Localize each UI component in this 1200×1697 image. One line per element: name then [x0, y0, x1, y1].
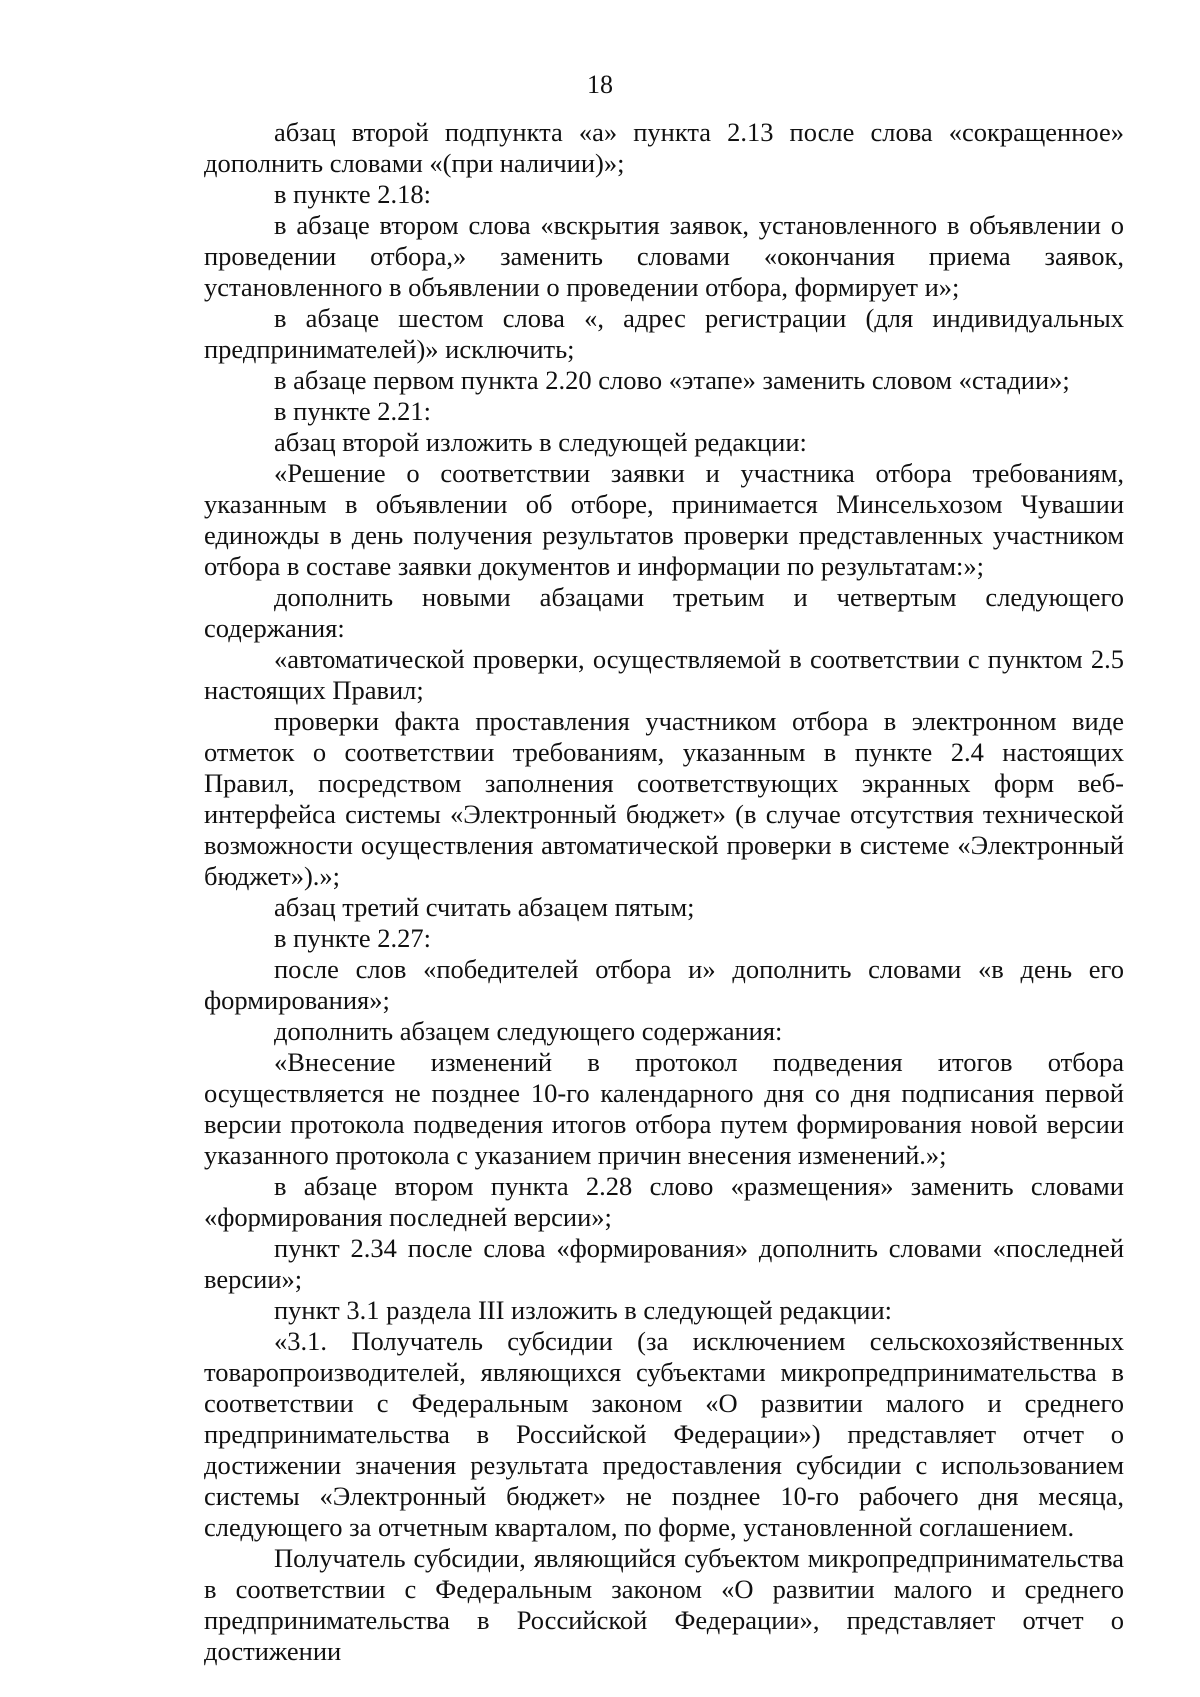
paragraph-20: «3.1. Получатель субсидии (за исключением сельскохозяйственных товаропроизводителей, являющихся субъектами микропредпринимательства в соответствии с Федеральным законом «О развитии малого и среднего предпринимательства в Российской Федерации») представляет отчет о достижении значения результата предоставления субсидии с использованием системы «Электронный бюджет» не позднее 10-го рабочего дня месяца, следующего за отчетным кварталом, по форме, установленной соглашением.: [204, 1326, 1124, 1542]
paragraph-4: в абзаце шестом слова «, адрес регистрации (для индивидуальных предпринимателей)» исключить;: [204, 303, 1124, 364]
paragraph-14: после слов «победителей отбора и» дополнить словами «в день его формирования»;: [204, 954, 1124, 1015]
page-number: 18: [587, 70, 613, 99]
paragraph-18: пункт 2.34 после слова «формирования» дополнить словами «последней версии»;: [204, 1233, 1124, 1294]
paragraph-6: в пункте 2.21:: [274, 396, 431, 426]
paragraph-16: «Внесение изменений в протокол подведения итогов отбора осуществляется не позднее 10-го календарного дня со дня подписания первой версии протокола подведения итогов отбора путем формирования новой версии указанного протокола с указанием причин внесения изменений.»;: [204, 1047, 1124, 1170]
paragraph-2: в пункте 2.18:: [274, 179, 431, 209]
paragraph-21: Получатель субсидии, являющийся субъектом микропредпринимательства в соответствии с Федеральным законом «О развитии малого и среднего предпринимательства в Российской Федерации», представляет отчет о достижении: [204, 1543, 1124, 1666]
paragraph-11: проверки факта проставления участником отбора в электронном виде отметок о соответствии требованиям, указанным в пункте 2.4 настоящих Правил, посредством заполнения соответствующих экранных форм веб-интерфейса системы «Электронный бюджет» (в случае отсутствия технической возможности осуществления автоматической проверки в системе «Электронный бюджет»).»;: [204, 706, 1124, 891]
paragraph-13: в пункте 2.27:: [274, 923, 431, 953]
paragraph-1: абзац второй подпункта «а» пункта 2.13 после слова «сокращенное» дополнить словами «(при наличии)»;: [204, 117, 1124, 178]
paragraph-19: пункт 3.1 раздела III изложить в следующей редакции:: [274, 1295, 893, 1325]
document-body: [204, 117, 1124, 1667]
paragraph-17: в абзаце втором пункта 2.28 слово «размещения» заменить словами «формирования последней версии»;: [204, 1171, 1124, 1232]
paragraph-7: абзац второй изложить в следующей редакции:: [274, 427, 807, 457]
paragraph-8: «Решение о соответствии заявки и участника отбора требованиям, указанным в объявлении об отборе, принимается Минсельхозом Чувашии единожды в день получения результатов проверки представленных участником отбора в составе заявки документов и информации по результатам:»;: [204, 458, 1124, 581]
paragraph-12: абзац третий считать абзацем пятым;: [274, 892, 695, 922]
paragraph-5: в абзаце первом пункта 2.20 слово «этапе» заменить словом «стадии»;: [274, 365, 1070, 395]
paragraph-10: «автоматической проверки, осуществляемой в соответствии с пунктом 2.5 настоящих Правил;: [204, 644, 1124, 705]
paragraph-9: дополнить новыми абзацами третьим и четвертым следующего содержания:: [204, 582, 1124, 643]
paragraph-3: в абзаце втором слова «вскрытия заявок, установленного в объявлении о проведении отбора,» заменить словами «окончания приема заявок, установленного в объявлении о проведении отбора, формирует и»;: [204, 210, 1124, 302]
paragraph-15: дополнить абзацем следующего содержания:: [274, 1016, 783, 1046]
